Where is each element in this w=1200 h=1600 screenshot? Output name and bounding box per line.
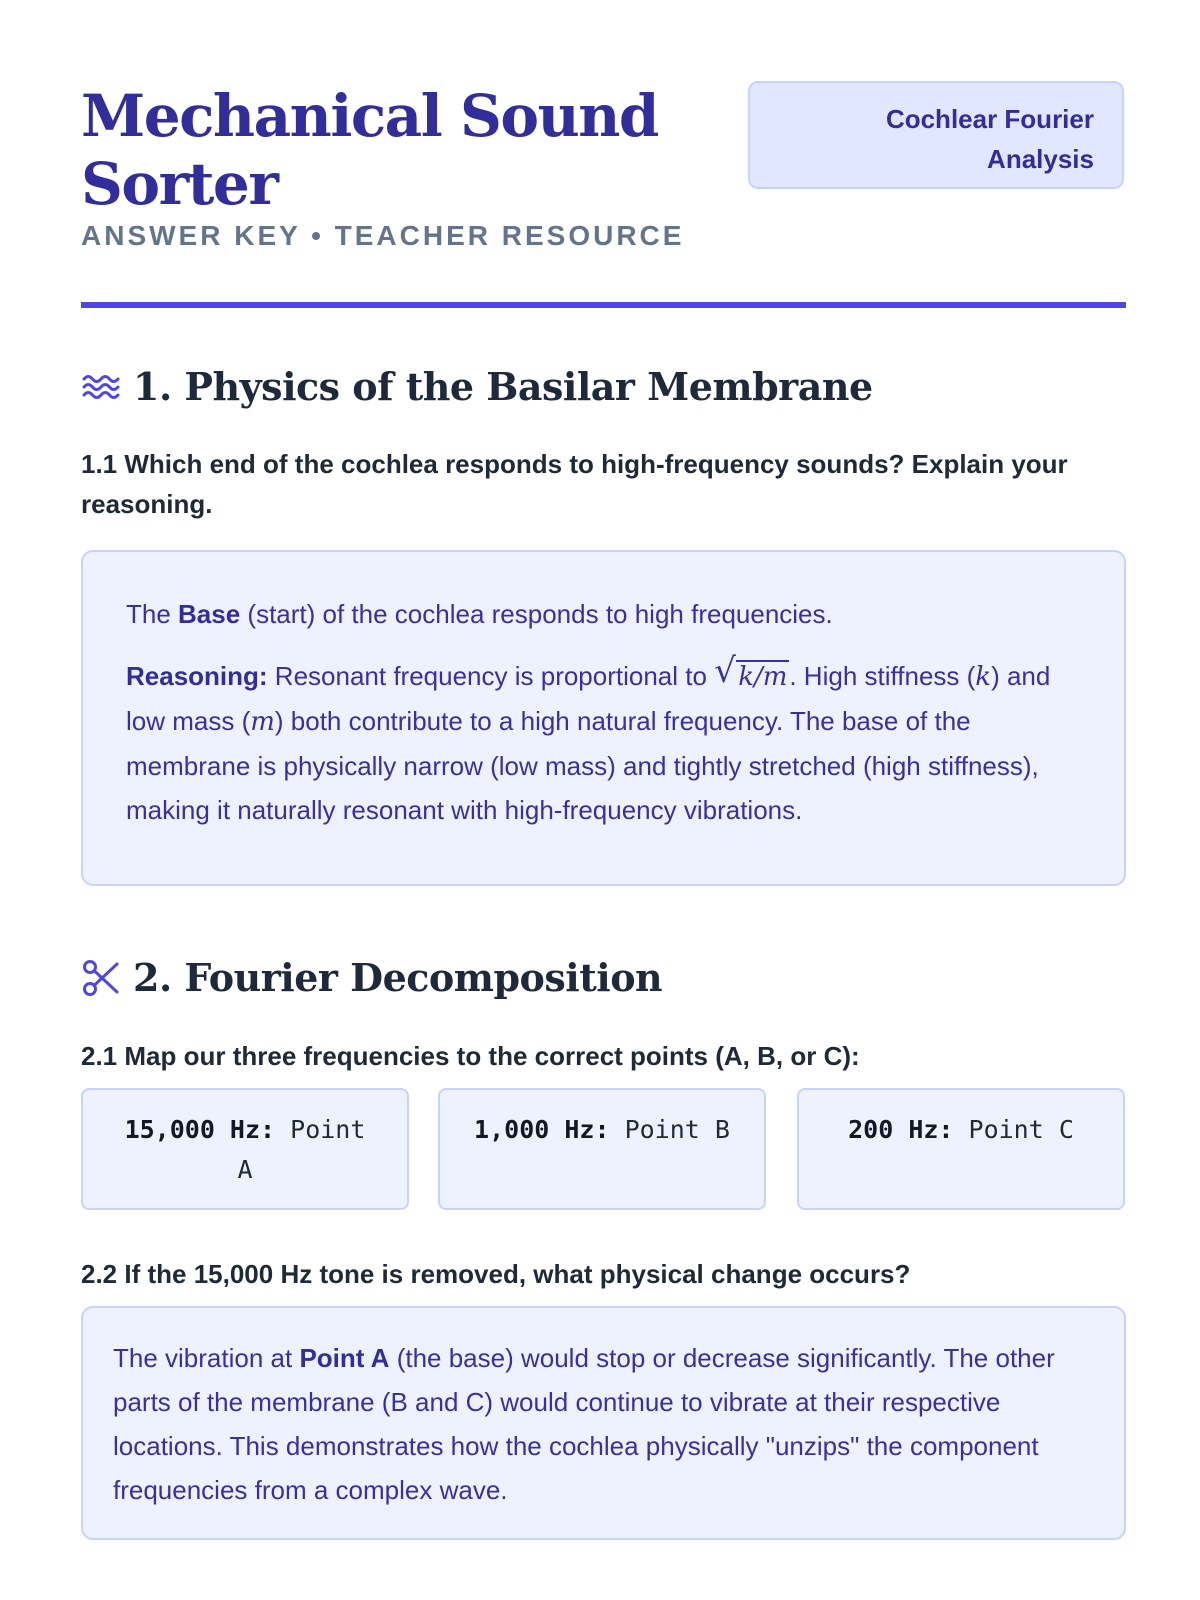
- sqrt-radical-icon: √: [714, 651, 736, 691]
- answer-text: The: [126, 599, 179, 629]
- sqrt-formula: [714, 651, 789, 699]
- answer-highlight: Point A: [299, 1343, 390, 1373]
- answer-2-2-text: [113, 1336, 1084, 1512]
- answer-1-1-reasoning: [126, 651, 1084, 832]
- answer-text: (the base) would stop or decrease significantly. The other parts of the membrane (B and C) would continue to vibrate at their respective locations. This demonstrates how the cochlea physically "unzips" the component frequencies from a complex wave.: [113, 1343, 1055, 1505]
- topic-badge-line2: Analysis: [987, 144, 1094, 174]
- mapping-card: [438, 1088, 766, 1210]
- mapping-point: Point B: [624, 1115, 730, 1144]
- mapping-frequency: 1,000 Hz:: [474, 1115, 610, 1144]
- answer-highlight: Base: [178, 599, 241, 629]
- section-2-title: 2. Fourier Decomposition: [133, 955, 663, 1000]
- topic-badge-line1: Cochlear Fourier: [885, 104, 1094, 134]
- mapping-point: Point A: [237, 1115, 366, 1184]
- answer-1-1: [81, 550, 1126, 886]
- variable-k: k: [975, 662, 992, 692]
- mapping-card: [797, 1088, 1125, 1210]
- answer-text: ) and low mass (: [126, 661, 1051, 736]
- mapping-frequency: 200 Hz:: [848, 1115, 954, 1144]
- mapping-frequency: 15,000 Hz:: [124, 1115, 276, 1144]
- section-2-heading: [81, 955, 662, 1000]
- section-1-heading: [81, 364, 873, 409]
- answer-text: ) both contribute to a high natural frequency. The base of the membrane is physically narrow (low mass) and tightly stretched (high stiffness), making it naturally resonant with high-frequency vibrations.: [126, 706, 1039, 825]
- reasoning-label: Reasoning:: [126, 661, 268, 691]
- answer-text: (start) of the cochlea responds to high frequencies.: [240, 599, 833, 629]
- answer-1-1-statement: [126, 594, 1084, 634]
- scissors-icon: [81, 958, 121, 998]
- answer-text: The vibration at: [113, 1343, 300, 1373]
- waves-icon: [81, 367, 121, 407]
- mapping-point: Point C: [968, 1115, 1074, 1144]
- page-subtitle: ANSWER KEY • TEACHER RESOURCE: [81, 220, 685, 251]
- question-2-1: 2.1 Map our three frequencies to the correct points (A, B, or C):: [81, 1041, 860, 1071]
- question-1-1: 1.1 Which end of the cochlea responds to high-frequency sounds? Explain your reasoning.: [81, 449, 1068, 519]
- header-divider: [81, 302, 1126, 308]
- question-2-2: 2.2 If the 15,000 Hz tone is removed, what physical change occurs?: [81, 1259, 911, 1289]
- formula-body: k/m: [738, 662, 788, 692]
- answer-text: Resonant frequency is proportional to: [267, 661, 715, 691]
- variable-m: m: [250, 707, 275, 737]
- topic-badge: [748, 81, 1124, 189]
- answer-text: . High stiffness (: [789, 661, 976, 691]
- mapping-card: [81, 1088, 409, 1210]
- page-title: Mechanical Sound Sorter: [81, 82, 658, 218]
- section-1-title: 1. Physics of the Basilar Membrane: [133, 364, 873, 409]
- answer-2-2: [81, 1306, 1126, 1540]
